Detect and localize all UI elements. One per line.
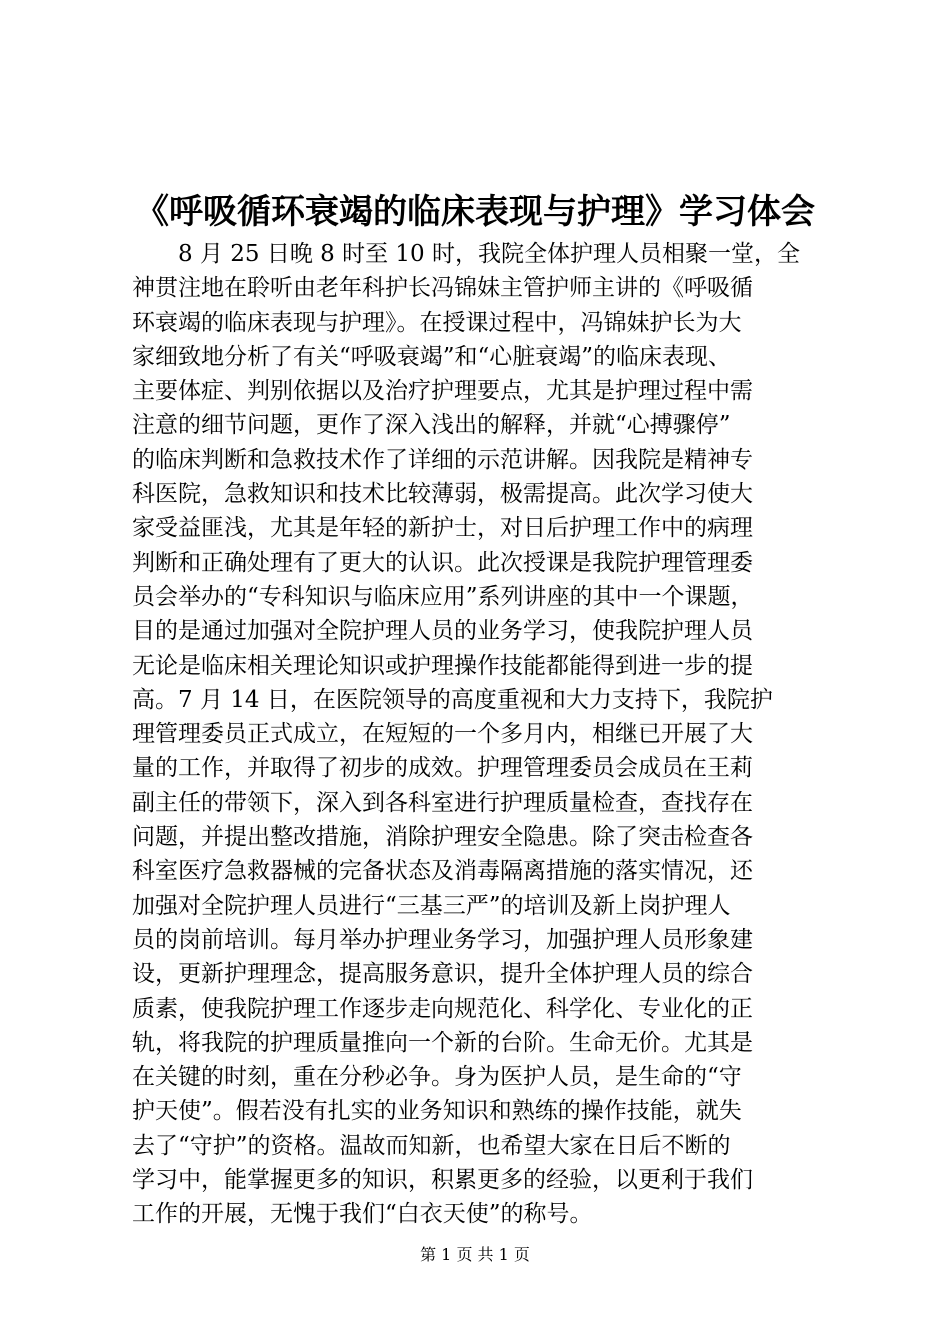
body-line: 判断和正确处理有了更大的认识。此次授课是我院护理管理委 — [132, 549, 753, 576]
body-line: 的临床判断和急救技术作了详细的示范讲解。因我院是精神专 — [132, 446, 753, 473]
body-line: 轨，将我院的护理质量推向一个新的台阶。生命无价。尤其是 — [132, 1029, 753, 1056]
body-line: 注意的细节问题，更作了深入浅出的解释，并就“心搏骤停” — [132, 412, 731, 439]
body-line: 家细致地分析了有关“呼吸衰竭”和“心脏衰竭”的临床表现、 — [132, 343, 732, 370]
body-line: 工作的开展，无愧于我们“白衣天使”的称号。 — [132, 1201, 593, 1228]
document-body — [132, 237, 852, 1232]
body-line: 环衰竭的临床表现与护理》。在授课过程中，冯锦妹护长为大 — [132, 309, 742, 336]
body-line: 无论是临床相关理论知识或护理操作技能都能得到进一步的提 — [132, 652, 753, 679]
body-line: 神贯注地在聆听由老年科护长冯锦妹主管护师主讲的《呼吸循 — [132, 275, 753, 302]
body-line: 家受益匪浅，尤其是年轻的新护士，对日后护理工作中的病理 — [132, 515, 753, 542]
body-line: 科医院，急救知识和技术比较薄弱，极需提高。此次学习使大 — [132, 481, 753, 508]
body-line: 员的岗前培训。每月举办护理业务学习，加强护理人员形象建 — [132, 926, 753, 953]
body-line: 设，更新护理理念，提高服务意识，提升全体护理人员的综合 — [132, 961, 753, 988]
body-line: 问题，并提出整改措施，消除护理安全隐患。除了突击检查各 — [132, 824, 753, 851]
body-line: 8 月 25 日晚 8 时至 10 时，我院全体护理人员相聚一堂，全 — [178, 241, 800, 267]
body-line: 护天使”。假若没有扎实的业务知识和熟练的操作技能，就失 — [132, 1098, 742, 1125]
body-line: 质素，使我院护理工作逐步走向规范化、科学化、专业化的正 — [132, 995, 753, 1022]
body-line: 量的工作，并取得了初步的成效。护理管理委员会成员在王莉 — [132, 755, 753, 782]
document-title: 《呼吸循环衰竭的临床表现与护理》学习体会 — [135, 192, 815, 232]
body-line: 副主任的带领下，深入到各科室进行护理质量检查，查找存在 — [132, 789, 753, 816]
body-line: 员会举办的“专科知识与临床应用”系列讲座的其中一个课题， — [132, 583, 754, 610]
body-line: 去了“守护”的资格。温故而知新，也希望大家在日后不断的 — [132, 1132, 731, 1159]
body-line: 加强对全院护理人员进行“三基三严”的培训及新上岗护理人 — [132, 892, 731, 919]
page-footer: 第 1 页 共 1 页 — [420, 1245, 530, 1264]
body-line: 目的是通过加强对全院护理人员的业务学习，使我院护理人员 — [132, 618, 753, 645]
body-line: 主要体症、判别依据以及治疗护理要点，尤其是护理过程中需 — [132, 378, 753, 405]
body-line: 学习中，能掌握更多的知识，积累更多的经验，以更利于我们 — [132, 1167, 753, 1194]
body-line: 高。7 月 14 日，在医院领导的高度重视和大力支持下，我院护 — [132, 686, 773, 713]
body-line: 科室医疗急救器械的完备状态及消毒隔离措施的落实情况，还 — [132, 858, 753, 885]
body-line: 在关键的时刻，重在分秒必争。身为医护人员，是生命的“守 — [132, 1064, 742, 1091]
body-line: 理管理委员正式成立，在短短的一个多月内，相继已开展了大 — [132, 721, 753, 748]
